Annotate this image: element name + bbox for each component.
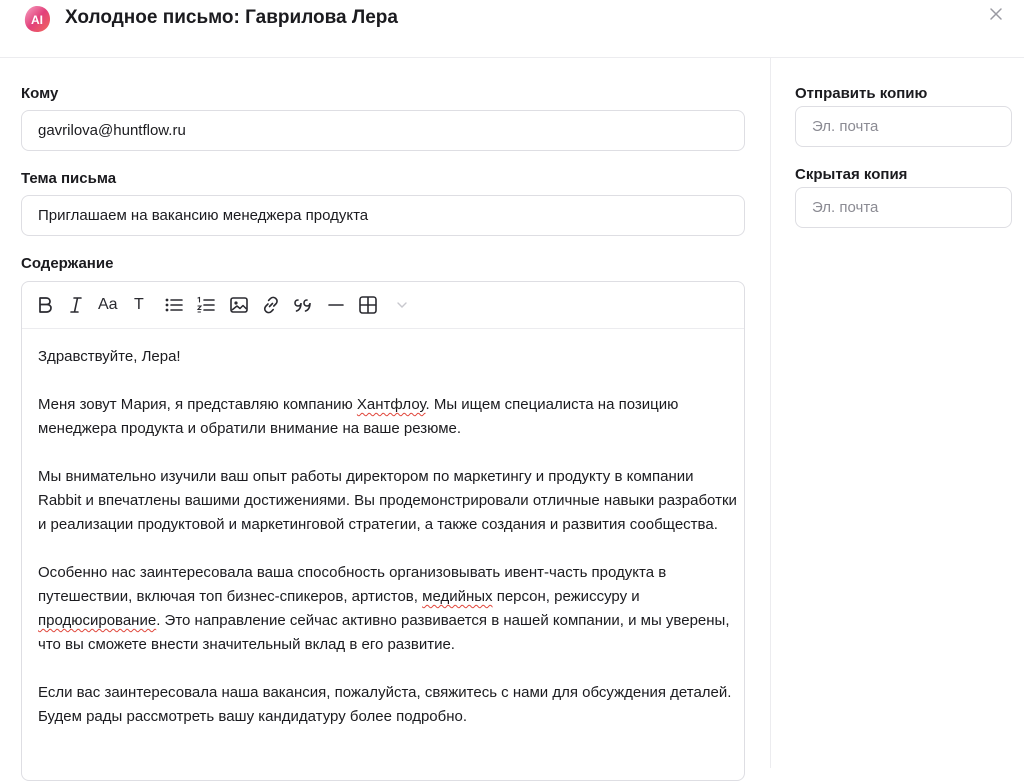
email-paragraph: Мы внимательно изучили ваш опыт работы директором по маркетингу и продукту в компании Rabbit и впечатлены вашими достижениями. Вы продемонстрировали отличные навыки разработки и реализации продуктовой и маркетинговой стратегии, а также создания и развития сообщества. <box>38 468 737 533</box>
to-input[interactable] <box>21 110 745 151</box>
link-icon[interactable] <box>260 294 282 316</box>
email-paragraph: Меня зовут Мария, я представляю компанию Хантфлоу. Мы ищем специалиста на позицию менеджера продукта и обратили внимание на ваше резюме. <box>38 396 679 437</box>
spellcheck-word: Хантфлоу <box>356 396 426 413</box>
heading-button[interactable]: T <box>134 296 144 313</box>
email-paragraph: Здравствуйте, Лера! <box>38 348 181 365</box>
quote-icon[interactable] <box>292 294 314 316</box>
table-icon[interactable] <box>357 294 379 316</box>
bullet-list-icon[interactable] <box>163 294 185 316</box>
subject-input[interactable] <box>21 195 745 236</box>
subject-label: Тема письма <box>21 170 117 187</box>
dialog-title: Холодное письмо: Гаврилова Лера <box>65 7 398 28</box>
svg-text:AI: AI <box>31 13 43 27</box>
horizontal-rule-icon[interactable] <box>325 294 347 316</box>
spellcheck-word: медийных <box>422 588 493 605</box>
email-paragraph: Если вас заинтересовала наша вакансия, пожалуйста, свяжитесь с нами для обсуждения деталей. Будем рады рассмотреть вашу кандидатуру более подробно. <box>38 684 732 725</box>
chevron-down-icon[interactable] <box>391 294 413 316</box>
email-paragraph: Особенно нас заинтересовала ваша способность организовывать ивент-часть продукта в путешествии, включая топ бизнес-спикеров, артистов, медийных персон, режиссуру и продюсирование. Это направление сейчас активно развивается в нашей компании, и мы уверены, что вы сможете внести значительный вклад в его развитие. <box>38 564 730 653</box>
dialog-header <box>0 0 1024 58</box>
italic-icon[interactable] <box>65 294 87 316</box>
image-icon[interactable] <box>228 294 250 316</box>
bold-icon[interactable] <box>34 294 56 316</box>
cc-email-input[interactable] <box>795 106 1012 147</box>
content-editor[interactable] <box>21 281 745 781</box>
ai-logo-icon <box>22 4 52 34</box>
editor-content[interactable] <box>38 345 738 753</box>
column-divider <box>770 58 771 768</box>
font-size-button[interactable]: Aa <box>98 296 118 313</box>
bcc-email-input[interactable] <box>795 187 1012 228</box>
to-label: Кому <box>21 85 59 102</box>
content-label: Содержание <box>21 255 114 272</box>
spellcheck-word: продюсирование <box>38 612 157 629</box>
bcc-label: Скрытая копия <box>795 166 908 183</box>
cc-label: Отправить копию <box>795 85 928 102</box>
close-icon[interactable] <box>986 4 1006 24</box>
editor-toolbar <box>22 282 744 329</box>
numbered-list-icon[interactable] <box>195 294 217 316</box>
